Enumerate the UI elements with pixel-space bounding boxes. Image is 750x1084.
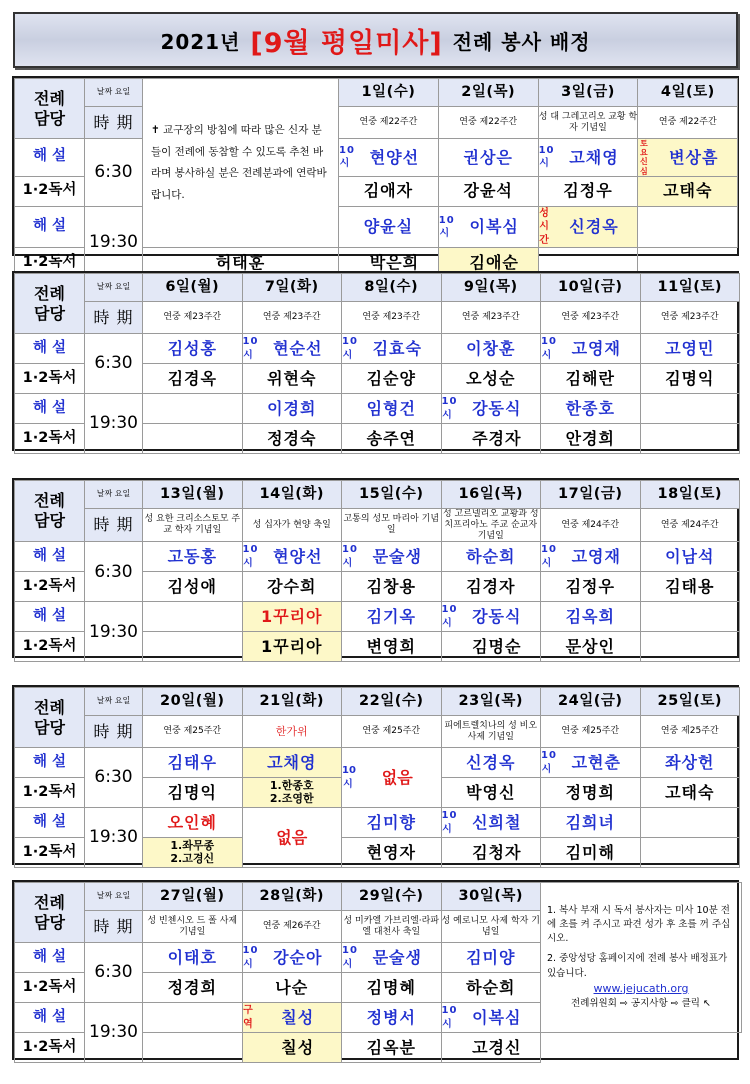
no-service: 없음: [381, 767, 413, 787]
name-cell: 김성애: [143, 572, 243, 602]
name-cell: [640, 632, 740, 662]
mass-time: 6:30: [85, 542, 143, 602]
role-header: 전례 담당: [15, 883, 85, 943]
feast-label: 성 예로니모 사제 학자 기념일: [441, 911, 541, 943]
name-cell: 위현숙: [242, 364, 342, 394]
week-table: [14, 273, 740, 454]
period-header: 時 期: [85, 302, 143, 334]
name-cell: [441, 1033, 541, 1063]
name-cell: 이태호: [143, 943, 243, 973]
feast-label: 성 요한 크리소스토모 주교 학자 기념일: [143, 509, 243, 542]
footnote: [541, 883, 742, 1033]
date-header: 날짜 요일: [85, 481, 143, 509]
name-cell: [640, 424, 740, 454]
morning-cell: [342, 748, 442, 808]
mass-time: 19:30: [85, 602, 143, 662]
mass-time: 6:30: [85, 943, 143, 1003]
role-header: 전례 담당: [15, 688, 85, 748]
name-cell: [441, 394, 541, 424]
name-cell: 송주연: [342, 424, 442, 454]
time-prefix: 10 시: [541, 750, 557, 775]
name-cell: 1꾸리아: [242, 602, 342, 632]
name-cell: 김미해: [541, 838, 641, 868]
name-cell: [638, 206, 738, 248]
feast-label: 고통의 성모 마리아 기념일: [342, 509, 442, 542]
name-cell: 고영민: [640, 334, 740, 364]
name-cell: 강수희: [242, 572, 342, 602]
person-name: 이복심: [472, 1007, 522, 1027]
name-cell: [242, 334, 342, 364]
name-cell: 문상인: [541, 632, 641, 662]
person-name: 강순아: [273, 947, 323, 967]
commentator-label: 해 설: [15, 206, 85, 248]
person-name: 칠성: [281, 1007, 315, 1027]
name-cell: [342, 542, 442, 572]
day-header: 1일(수): [339, 79, 439, 107]
period-header: 時 期: [85, 911, 143, 943]
day-header: 27일(월): [143, 883, 243, 911]
reader-label: 1·2독서: [15, 838, 85, 868]
commentator-label: 해 설: [15, 943, 85, 973]
commentator-label: 해 설: [15, 748, 85, 778]
time-prefix: 10 시: [441, 604, 458, 629]
day-header: 9일(목): [441, 274, 541, 302]
name-cell: 김미향: [342, 808, 442, 838]
name-cell: [441, 632, 541, 662]
day-header: 2일(목): [438, 79, 538, 107]
day-header: 8일(수): [342, 274, 442, 302]
day-header: 29일(수): [342, 883, 442, 911]
day-header: 10일(금): [541, 274, 641, 302]
reader-label: 1·2독서: [15, 778, 85, 808]
reader-label: 1·2독서: [15, 176, 85, 206]
name-cell: 김희녀: [541, 808, 641, 838]
commentator-label: 해 설: [15, 1003, 85, 1033]
day-header: 17일(금): [541, 481, 641, 509]
mass-time: 6:30: [85, 748, 143, 808]
name-cell: [143, 424, 243, 454]
time-prefix: 10 시: [441, 810, 458, 835]
name-cell: 오인혜: [143, 808, 243, 838]
week-block: [12, 271, 739, 451]
feast-label: 연중 제22주간: [339, 107, 439, 139]
person-name: 고영재: [571, 338, 621, 358]
period-header: 時 期: [85, 107, 143, 139]
person-name: 신경옥: [569, 217, 619, 237]
day-header: 21일(화): [242, 688, 342, 716]
time-prefix: 10 시: [242, 544, 259, 569]
name-cell: 김정우: [541, 572, 641, 602]
no-service: 없음: [242, 808, 342, 868]
feast-label: 연중 제23주간: [242, 302, 342, 334]
name-cell: 허태훈: [143, 248, 339, 278]
name-cell: [342, 943, 442, 973]
name-cell: 이남석: [640, 542, 740, 572]
person-name: 현순선: [273, 338, 323, 358]
week-table: [14, 78, 738, 278]
name-cell: [640, 394, 740, 424]
footnote-1: 1. 복사 부재 시 독서 봉사자는 미사 10분 전에 초를 켜 주시고 파견 성가 후 초를 꺼 주십시오.: [547, 904, 731, 944]
person-name: 변상흠: [669, 147, 719, 167]
name-cell: [143, 632, 243, 662]
name-cell: 김성홍: [143, 334, 243, 364]
nav-path: 전례위원회 ⇨ 공지사항 ⇨ 클릭 ↖: [571, 998, 711, 1010]
week-block: [12, 76, 739, 272]
feast-label: 연중 제23주간: [441, 302, 541, 334]
name-cell: 고동홍: [143, 542, 243, 572]
name-cell: 오성순: [441, 364, 541, 394]
name-cell: 현영자: [342, 838, 442, 868]
week-table: [14, 882, 742, 1063]
commentator-label: 해 설: [15, 602, 85, 632]
name-cell: 하순희: [441, 542, 541, 572]
day-header: 4일(토): [638, 79, 738, 107]
name-cell: [143, 1033, 243, 1063]
name-cell: 김해란: [541, 364, 641, 394]
title-rest: 전례 봉사 배정: [452, 29, 591, 54]
feast-label: 피에트렐치나의 성 비오 사제 기념일: [441, 716, 541, 748]
person-name: 고영재: [571, 547, 621, 567]
title-highlight: [9월 평일미사]: [250, 27, 443, 59]
name-cell: 김옥분: [342, 1033, 442, 1063]
name-cell: [242, 542, 342, 572]
date-header: 날짜 요일: [85, 274, 143, 302]
name-cell: [441, 838, 541, 868]
time-prefix: 10 시: [538, 144, 555, 170]
time-prefix: 10 시: [441, 1005, 458, 1030]
reader-label: 1·2독서: [15, 973, 85, 1003]
name-cell: 김명익: [143, 778, 243, 808]
day-header: 3일(금): [538, 79, 638, 107]
mass-time: 19:30: [85, 1003, 143, 1063]
time-prefix: 10 시: [541, 336, 557, 361]
name-cell: 김명익: [640, 364, 740, 394]
person-name: 칠성: [281, 1037, 315, 1057]
commentator-label: 해 설: [15, 394, 85, 424]
name-cell: 김경옥: [143, 364, 243, 394]
name-cell: 김정우: [538, 176, 638, 206]
person-name: 고채영: [569, 147, 619, 167]
website-link[interactable]: www.jejucath.org: [593, 981, 689, 995]
name-cell: 김태용: [640, 572, 740, 602]
person-name: 주경자: [472, 428, 522, 448]
day-header: 20일(월): [143, 688, 243, 716]
day-header: 14일(화): [242, 481, 342, 509]
feast-label: 연중 제24주간: [640, 509, 740, 542]
name-cell: [339, 139, 439, 177]
reader-label: 1·2독서: [15, 632, 85, 662]
name-cell: 양윤실: [339, 206, 439, 248]
feast-label: 연중 제23주간: [640, 302, 740, 334]
name-cell: 1꾸리아: [242, 632, 342, 662]
name-cell: 하순희: [441, 973, 541, 1003]
name-cell: 1.한종호 2.조영한: [242, 778, 342, 808]
name-cell: 박영신: [441, 778, 541, 808]
person-name: 현양선: [273, 547, 323, 567]
person-name: 이복심: [469, 217, 519, 237]
reader-label: 1·2독서: [15, 1033, 85, 1063]
time-prefix: 10 시: [441, 396, 458, 421]
date-header: 날짜 요일: [85, 688, 143, 716]
name-cell: 김애자: [339, 176, 439, 206]
time-prefix: 구 역: [243, 1005, 254, 1030]
name-cell: 정경숙: [242, 424, 342, 454]
name-cell: [538, 139, 638, 177]
time-prefix: 성 시 간: [539, 207, 550, 246]
day-header: 13일(월): [143, 481, 243, 509]
footnote-2: 2. 중앙성당 홈페이지에 전례 봉사 배정표가 있습니다.: [547, 953, 728, 979]
feast-label: 연중 제26주간: [242, 911, 342, 943]
name-cell: 이경희: [242, 394, 342, 424]
name-cell: [441, 602, 541, 632]
feast-label: 연중 제22주간: [638, 107, 738, 139]
person-name: 문술생: [372, 947, 422, 967]
week-table: [14, 480, 740, 662]
name-cell: 김기옥: [342, 602, 442, 632]
feast-label: 연중 제23주간: [143, 302, 243, 334]
person-name: 김애순: [469, 252, 519, 272]
time-prefix: 10 시: [342, 336, 358, 361]
name-cell: [242, 943, 342, 973]
name-cell: [143, 602, 243, 632]
date-header: 날짜 요일: [85, 79, 143, 107]
time-prefix: 10 시: [541, 544, 557, 569]
name-cell: [143, 1003, 243, 1033]
page-title: [13, 12, 738, 68]
feast-label: 연중 제25주간: [342, 716, 442, 748]
name-cell: [441, 1003, 541, 1033]
name-cell: [143, 394, 243, 424]
name-cell: 김순양: [342, 364, 442, 394]
feast-label: 성 대 그레고리오 교황 학자 기념일: [538, 107, 638, 139]
person-name: 신희철: [472, 812, 522, 832]
feast-label: 성 빈첸시오 드 폴 사제 기념일: [143, 911, 243, 943]
name-cell: [438, 206, 538, 248]
name-cell: [242, 1003, 342, 1033]
feast-label: 연중 제23주간: [541, 302, 641, 334]
person-name: 박은희: [369, 252, 420, 272]
commentator-label: 해 설: [15, 808, 85, 838]
week-block: [12, 880, 739, 1060]
name-cell: 고태숙: [640, 778, 740, 808]
day-header: 16일(목): [441, 481, 541, 509]
day-header: 11일(토): [640, 274, 740, 302]
name-cell: 1.좌무종 2.고경신: [143, 838, 243, 868]
feast-label: 연중 제25주간: [143, 716, 243, 748]
person-name: 고경신: [472, 1037, 522, 1057]
week-block: [12, 478, 739, 658]
mass-time: 6:30: [85, 139, 143, 207]
name-cell: 김옥희: [541, 602, 641, 632]
reader-label: 1·2독서: [15, 424, 85, 454]
feast-label: 연중 제25주간: [640, 716, 740, 748]
day-header: 7일(화): [242, 274, 342, 302]
person-name: 김명순: [472, 637, 522, 657]
role-header: 전례 담당: [15, 481, 85, 542]
name-cell: 김명혜: [342, 973, 442, 1003]
name-cell: 이창훈: [441, 334, 541, 364]
feast-label: 성 고르넬리오 교황과 성 치프리아노 주교 순교자 기념일: [442, 509, 539, 541]
reader-label: 1·2독서: [15, 364, 85, 394]
name-cell: 김경자: [441, 572, 541, 602]
name-cell: [441, 808, 541, 838]
name-cell: 정병서: [342, 1003, 442, 1033]
feast-label: 연중 제24주간: [541, 509, 641, 542]
person-name: 문술생: [372, 547, 422, 567]
time-prefix: 10 시: [342, 544, 358, 569]
name-cell: [342, 334, 442, 364]
person-name: 김청자: [472, 842, 522, 862]
person-name: 강동식: [472, 398, 522, 418]
name-cell: 안경희: [541, 424, 641, 454]
name-cell: [541, 542, 641, 572]
time-prefix: 10 시: [242, 336, 259, 361]
name-cell: 정명희: [541, 778, 641, 808]
feast-label: 한가위: [242, 716, 342, 748]
time-prefix: 토 요 신 심: [640, 139, 649, 176]
feast-label: 연중 제22주간: [438, 107, 538, 139]
title-year: 2021년: [160, 29, 241, 54]
day-header: 25일(토): [640, 688, 740, 716]
name-cell: 김태우: [143, 748, 243, 778]
name-cell: [638, 139, 738, 177]
role-header: 전례 담당: [15, 79, 85, 139]
mass-time: 6:30: [85, 334, 143, 394]
name-cell: [441, 424, 541, 454]
name-cell: 변영희: [342, 632, 442, 662]
period-header: 時 期: [85, 509, 143, 542]
name-cell: [541, 334, 641, 364]
name-cell: 강윤석: [438, 176, 538, 206]
week-block: [12, 685, 739, 865]
feast-label: 성 미카엘 가브리엘·라파엘 대천사 축일: [342, 911, 442, 943]
period-header: 時 期: [85, 716, 143, 748]
name-cell: 좌상헌: [640, 748, 740, 778]
notice-text: ✝ 교구장의 방침에 따라 많은 신자 분들이 전례에 동참할 수 있도록 추천 바라며 봉사하실 분은 전례분과에 연락바랍니다.: [143, 79, 339, 248]
feast-label: 연중 제25주간: [541, 716, 641, 748]
name-cell: [541, 748, 641, 778]
name-cell: [538, 206, 638, 248]
time-prefix: 10 시: [339, 144, 355, 170]
name-cell: 고채영: [242, 748, 342, 778]
mass-time: 19:30: [85, 206, 143, 278]
day-header: 18일(토): [640, 481, 740, 509]
name-cell: 신경옥: [441, 748, 541, 778]
commentator-label: 해 설: [15, 334, 85, 364]
name-cell: 권상은: [438, 139, 538, 177]
name-cell: 김창용: [342, 572, 442, 602]
person-name: 강동식: [472, 607, 522, 627]
mass-time: 19:30: [85, 394, 143, 454]
name-cell: 임형건: [342, 394, 442, 424]
date-header: 날짜 요일: [85, 883, 143, 911]
commentator-label: 해 설: [15, 542, 85, 572]
name-cell: [640, 602, 740, 632]
commentator-label: 해 설: [15, 139, 85, 177]
name-cell: [640, 838, 740, 868]
day-header: 24일(금): [541, 688, 641, 716]
day-header: 23일(목): [441, 688, 541, 716]
feast-label: 성 십자가 현양 축일: [242, 509, 342, 542]
day-header: 30일(목): [441, 883, 541, 911]
name-cell: 정경희: [143, 973, 243, 1003]
day-header: 28일(화): [242, 883, 342, 911]
name-cell: [640, 808, 740, 838]
day-header: 22일(수): [342, 688, 442, 716]
time-prefix: 10 시: [242, 945, 259, 970]
week-table: [14, 687, 740, 868]
person-name: 고현춘: [571, 752, 621, 772]
person-name: 현양선: [369, 147, 420, 167]
time-prefix: 10 시: [438, 214, 455, 239]
person-name: 김효숙: [372, 338, 422, 358]
name-cell: 김미양: [441, 943, 541, 973]
feast-label: 연중 제23주간: [342, 302, 442, 334]
name-cell: 나순: [242, 973, 342, 1003]
day-header: 6일(월): [143, 274, 243, 302]
time-prefix: 10 시: [342, 945, 358, 970]
mass-time: 19:30: [85, 808, 143, 868]
reader-label: 1·2독서: [15, 572, 85, 602]
name-cell: 한종호: [541, 394, 641, 424]
name-cell: [242, 1033, 342, 1063]
role-header: 전례 담당: [15, 274, 85, 334]
time-prefix: 10 시: [342, 765, 356, 790]
name-cell: 고태숙: [638, 176, 738, 206]
reader-label: 1·2독서: [15, 248, 85, 278]
day-header: 15일(수): [342, 481, 442, 509]
